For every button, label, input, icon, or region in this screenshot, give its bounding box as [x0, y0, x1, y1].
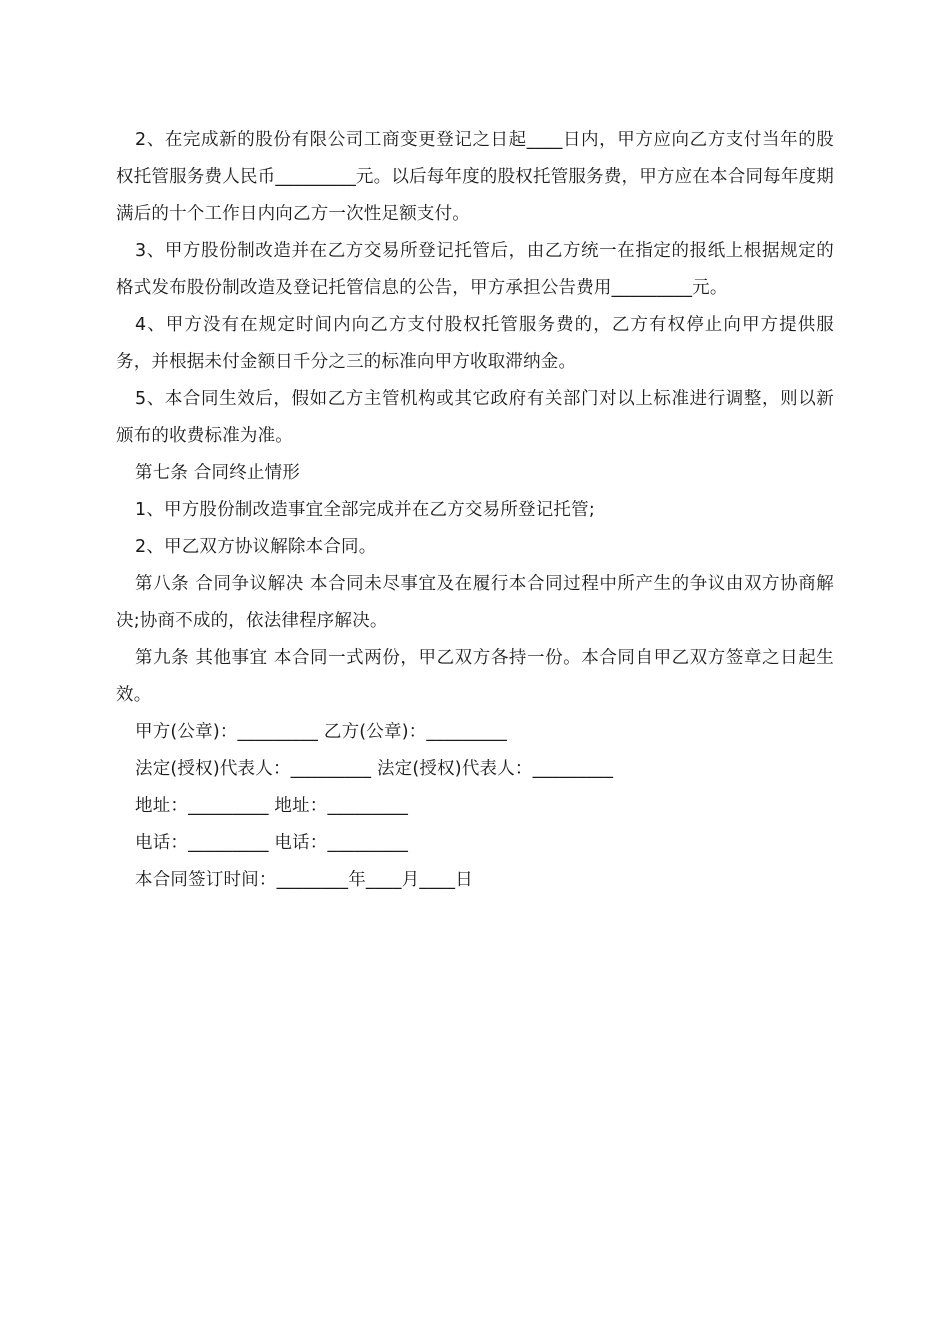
- clause-6-item-5-fee-adjustment: 5、本合同生效后，假如乙方主管机构或其它政府有关部门对以上标准进行调整，则以新颁布的收费标准为准。: [116, 389, 834, 446]
- signature-phone-line: 电话：_________ 电话：_________: [135, 833, 409, 853]
- clause-7-item-2: 2、甲乙双方协议解除本合同。: [135, 537, 377, 557]
- signature-address-line: 地址：_________ 地址：_________: [135, 796, 409, 816]
- document-body: [116, 122, 834, 899]
- signature-seal-line: 甲方(公章)：_________ 乙方(公章)：_________: [135, 722, 507, 742]
- clause-9-other-matters: 第九条 其他事宜 本合同一式两份，甲乙双方各持一份。本合同自甲乙双方签章之日起生效。: [116, 648, 834, 705]
- signature-representative-line: 法定(授权)代表人：_________ 法定(授权)代表人：_________: [135, 759, 614, 779]
- signing-date-line: 本合同签订时间：________年____月____日: [135, 870, 473, 890]
- clause-6-item-2-payment-terms: 2、在完成新的股份有限公司工商变更登记之日起____日内，甲方应向乙方支付当年的股权托管服务费人民币_________元。以后每年度的股权托管服务费，甲方应在本合同每年度期满后的十个工作日内向乙方一次性足额支付。: [116, 130, 834, 224]
- clause-6-item-3-announcement-fee: 3、甲方股份制改造并在乙方交易所登记托管后，由乙方统一在指定的报纸上根据规定的格式发布股份制改造及登记托管信息的公告，甲方承担公告费用_________元。: [116, 241, 834, 298]
- clause-7-heading: 第七条 合同终止情形: [135, 463, 301, 483]
- clause-8-dispute-resolution: 第八条 合同争议解决 本合同未尽事宜及在履行本合同过程中所产生的争议由双方协商解决;协商不成的，依法律程序解决。: [116, 574, 834, 631]
- clause-6-item-4-late-fee: 4、甲方没有在规定时间内向乙方支付股权托管服务费的，乙方有权停止向甲方提供服务，并根据未付金额日千分之三的标准向甲方收取滞纳金。: [116, 315, 834, 372]
- clause-7-item-1: 1、甲方股份制改造事宜全部完成并在乙方交易所登记托管;: [135, 500, 595, 520]
